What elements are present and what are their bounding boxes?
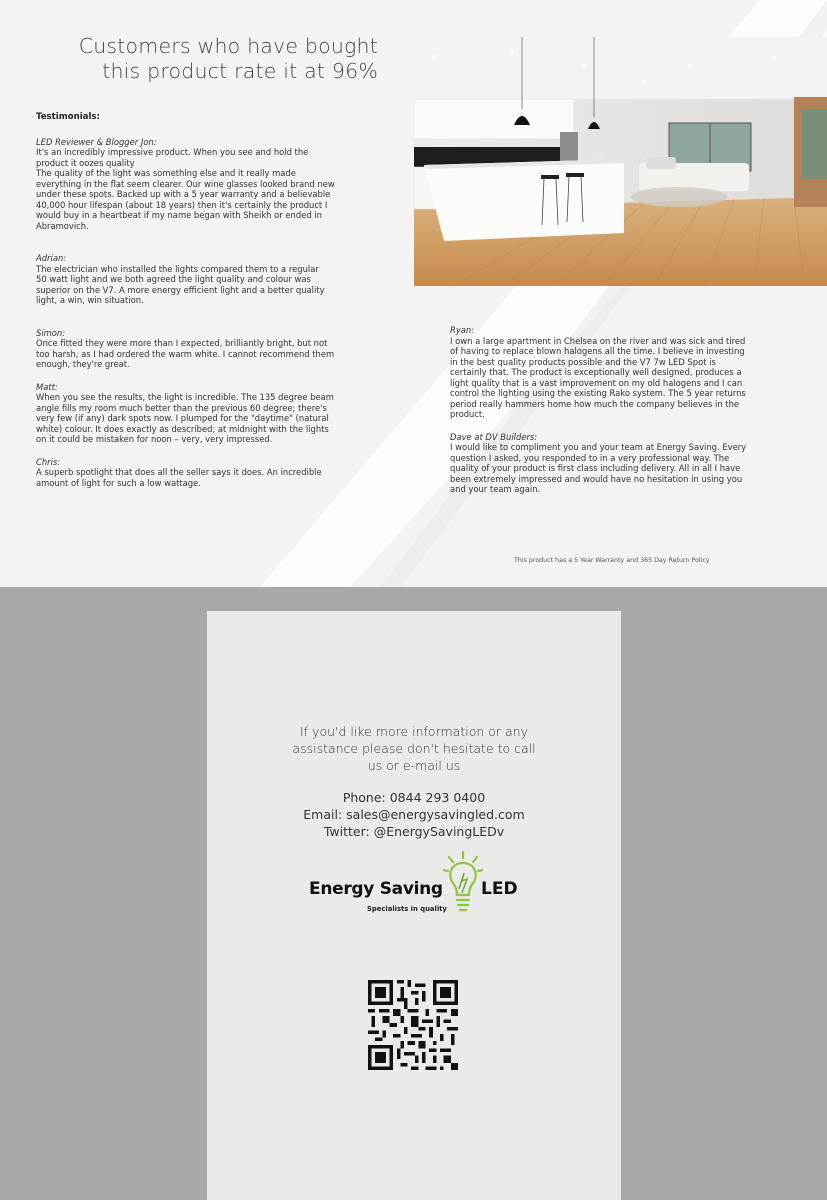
testimonial-jon [36, 137, 378, 232]
headline-line-2: this product rate it at 96% [102, 59, 378, 83]
testimonial-author: Simon: [36, 327, 66, 338]
testimonial-text: Once fitted they were more than I expected, brilliantly bright, but not too harsh, as I had ordered the warm white. I cannot recommend them enough, they're great. [36, 338, 335, 369]
warranty-note: This product has a 5 Year Warranty and 365 Day Return Policy [514, 557, 710, 564]
testimonial-text: A superb spotlight that does all the seller says it does. An incredible amount of light for such a low wattage. [36, 467, 322, 488]
testimonial-author: Ryan: [450, 325, 475, 335]
contact-intro-line-3: us or e-mail us [367, 758, 461, 773]
testimonial-dave [450, 432, 792, 495]
testimonials-heading: Testimonials: [36, 112, 100, 122]
contact-card [207, 611, 621, 1200]
logo-word-energy-saving: Energy Saving [309, 879, 443, 899]
testimonial-author: LED Reviewer & Blogger Jon: [36, 136, 157, 147]
contact-details [207, 789, 621, 840]
headline [79, 34, 378, 84]
headline-line-1: Customers who have bought [78, 34, 378, 58]
testimonial-author: Chris: [36, 456, 61, 467]
twitter-handle: Twitter: @EnergySavingLEDv [323, 824, 505, 839]
contact-intro [207, 723, 621, 774]
testimonial-ryan [450, 325, 792, 420]
testimonials-left-column [36, 112, 378, 488]
brochure-spread [0, 0, 827, 587]
testimonial-author: Dave at DV Builders: [450, 431, 538, 442]
testimonial-text: It's an incredibly impressive product. When you see and hold the product it oozes quality The quality of the light was something else and it really made everything in the flat seem clearer. Our wine glasses looked brand new under these spots. Backed up with a 5 year warranty and a believable 40,000 hour lifespan (about 18 years) then it's certainly the product I would buy in a heartbeat if my name began with Sheikh or ended in Abramovich. [36, 147, 335, 231]
testimonial-text: I would like to compliment you and your team at Energy Saving. Every question I asked, you responded to in a very professional way. The quality of your product is first class including delivery. All in all I have been extremely impressed and would have no hesitation in using you and your team again. [450, 442, 747, 494]
phone-number: Phone: 0844 293 0400 [342, 790, 486, 805]
testimonial-author: Adrian: [36, 253, 67, 263]
contact-intro-line-1: If you'd like more information or any [300, 724, 528, 739]
logo-word-led: LED [481, 879, 518, 899]
qr-code [368, 980, 458, 1070]
testimonial-text: The electrician who installed the lights compared them to a regular 50 watt light and we both agreed the light quality and colour was superior on the V7. A more energy efficient light and a better quality light, a win, win situation. [36, 263, 325, 305]
testimonial-text: When you see the results, the light is incredible. The 135 degree beam angle fills my room much better than the previous 60 degree; there's very few (if any) dark spots now. I plumped for the "daytime" (natural white) colour. It does exactly as described; at midnight with the lights on it could be mistaken for noon – very, very impressed. [36, 392, 334, 444]
testimonial-text: I own a large apartment in Chelsea on the river and was sick and tired of having to replace blown halogens all the time. I believe in investing in the best quality products possible and the V7 7w LED Spot is certainly that. The product is exceptionally well designed, produces a light quality that is a vast improvement on my old halogens and I can control the lighting using the existing Rako system. The 5 year returns period really hammers home how much the company believes in the product. [450, 335, 746, 419]
testimonial-author: Matt: [36, 381, 58, 392]
testimonial-simon [36, 328, 378, 370]
kitchen-living-room-photo [414, 37, 827, 286]
testimonial-matt [36, 382, 378, 445]
energy-saving-led-logo [307, 851, 527, 917]
email-address: Email: sales@energysavingled.com [303, 807, 525, 822]
contact-intro-line-2: assistance please don't hesitate to call [292, 741, 536, 756]
logo-tagline: Specialists in quality [367, 905, 447, 913]
testimonial-chris [36, 457, 378, 489]
testimonial-adrian [36, 253, 378, 306]
testimonials-right-column [450, 325, 792, 495]
lightbulb-icon [443, 851, 483, 915]
